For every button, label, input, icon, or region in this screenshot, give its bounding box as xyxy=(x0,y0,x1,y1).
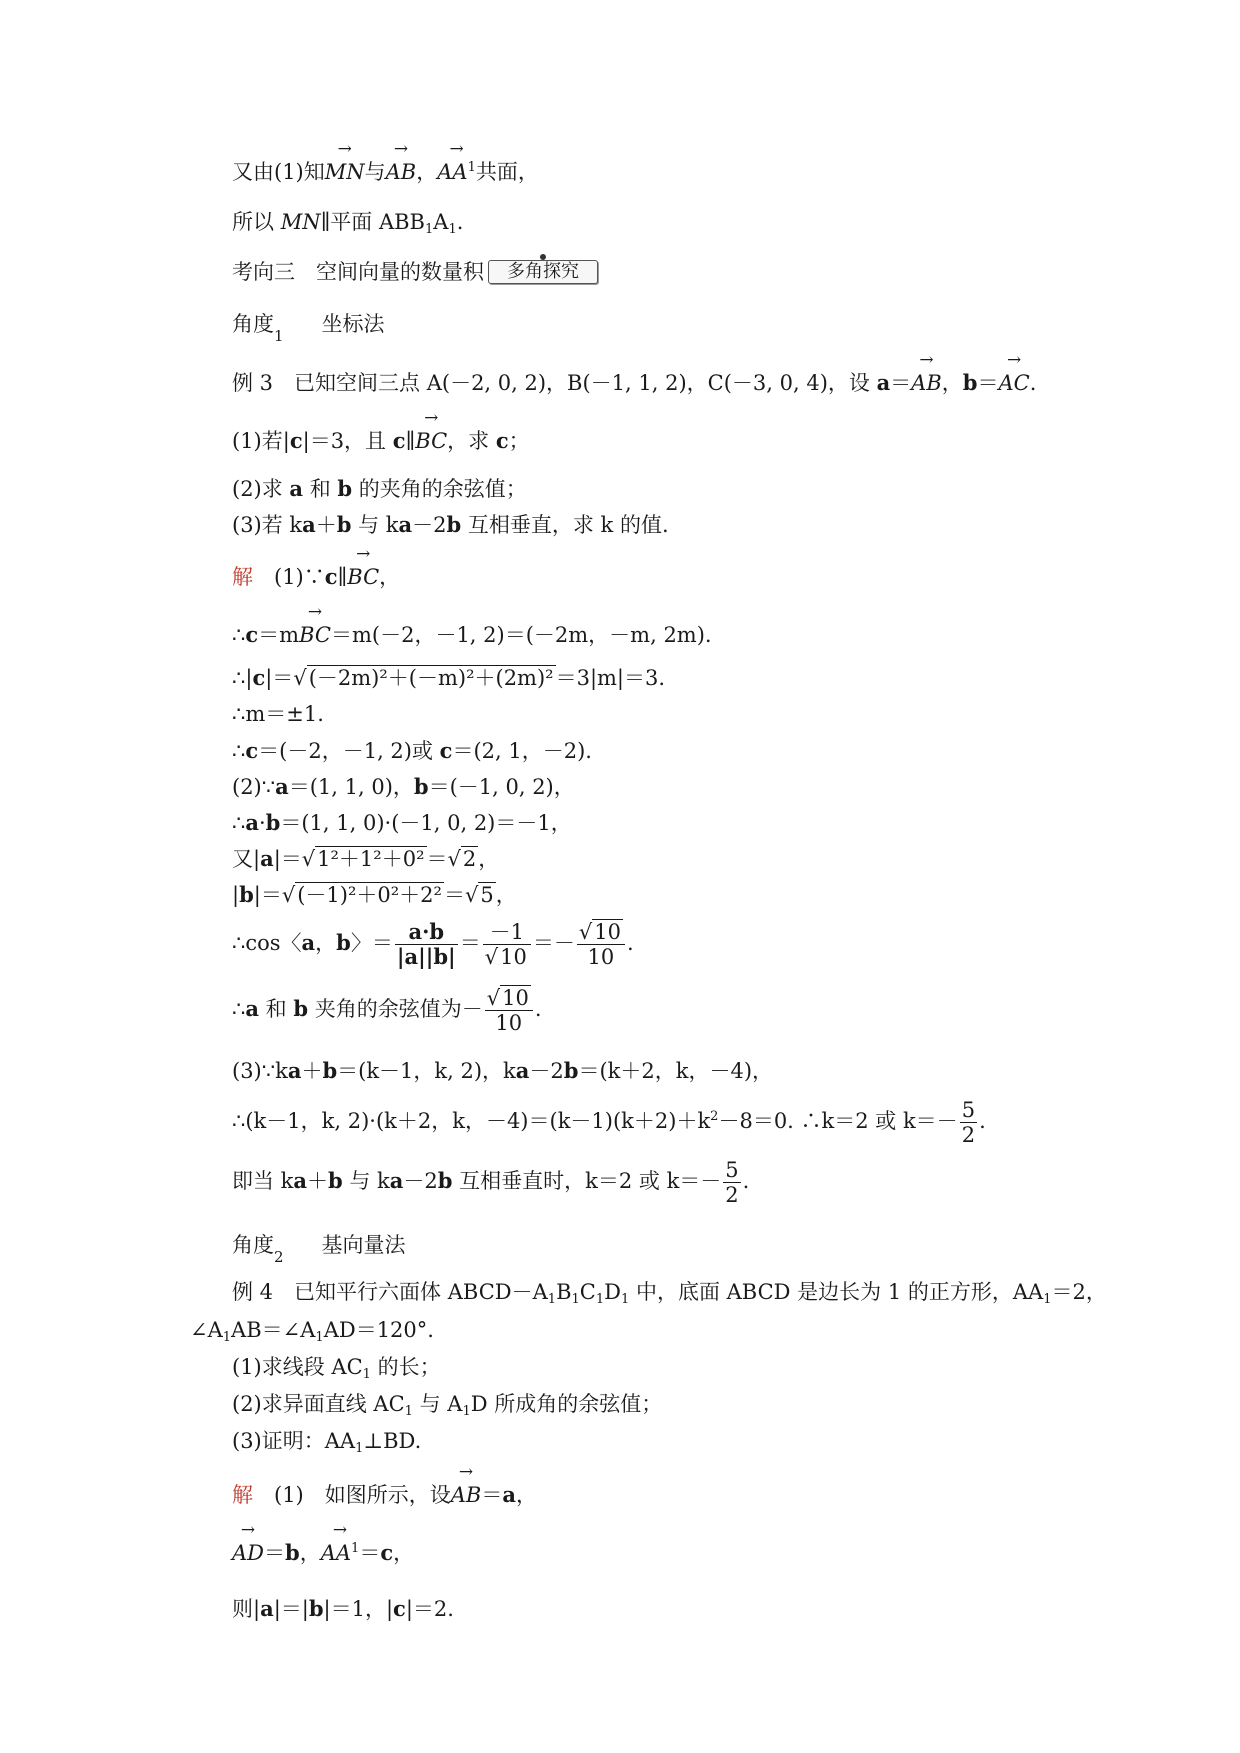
text: ∴cos〈 xyxy=(232,931,302,956)
text: 与 A xyxy=(412,1392,463,1416)
vector-c: c xyxy=(289,428,303,453)
vector-b: b xyxy=(437,1168,453,1194)
text: ＝ xyxy=(443,883,465,907)
question-1 xyxy=(232,428,530,454)
subscript: 1 xyxy=(620,1292,630,1307)
text: ， xyxy=(315,931,337,956)
fraction xyxy=(723,1158,740,1207)
text: ＝ xyxy=(481,1483,503,1507)
text: AA xyxy=(437,160,468,184)
numerator xyxy=(577,920,625,945)
solution-line xyxy=(232,665,665,691)
text: ＝2， xyxy=(1051,1280,1107,1304)
vector-b: b xyxy=(265,810,281,835)
question-1 xyxy=(232,1355,441,1383)
vector-c: c xyxy=(393,1596,406,1621)
vector-a: a xyxy=(260,1596,274,1621)
vector-b: b xyxy=(328,1168,343,1194)
text: ＝(2, 1，－2). xyxy=(452,739,592,763)
fraction xyxy=(577,920,625,969)
radicand: 10 xyxy=(500,945,527,970)
vector-bc: → BC xyxy=(415,429,447,454)
vector-b: b xyxy=(285,1540,300,1565)
solution-line xyxy=(232,882,517,908)
vector-a: a xyxy=(515,1058,530,1083)
vector-b: b xyxy=(336,930,351,956)
radicand: 1²＋1²＋0² xyxy=(317,847,425,871)
subscript: 1 xyxy=(547,1292,557,1307)
subscript: 2 xyxy=(274,1248,284,1266)
tag-badge: 多角探究 xyxy=(488,260,598,284)
text: ＝(1, 1, 0)·(－1, 0, 2)＝－1， xyxy=(280,811,572,835)
text: (1) 如图所示，设 xyxy=(253,1483,451,1507)
text: ∥ xyxy=(337,565,348,589)
text: . xyxy=(456,210,464,234)
denominator: 10 xyxy=(587,945,615,970)
text: |＝1，| xyxy=(323,1597,394,1621)
sqrt-sign-icon: √ xyxy=(281,883,296,907)
text: ＝ xyxy=(977,371,999,395)
text: ＋ xyxy=(301,1059,323,1083)
solution-3-start xyxy=(232,1058,773,1084)
example-4-statement xyxy=(232,1280,1107,1308)
subscript: 1 xyxy=(595,1292,605,1307)
solution-line xyxy=(232,810,572,836)
sqrt-sign-icon: √ xyxy=(301,847,316,871)
numerator: a·b xyxy=(395,920,458,945)
radicand: 10 xyxy=(594,920,621,944)
example-3-statement xyxy=(232,370,1036,396)
vector-c: c xyxy=(380,1540,394,1565)
vector-c: c xyxy=(252,665,266,690)
text: ， xyxy=(495,883,517,907)
vector-a: a xyxy=(245,810,259,835)
solution-line xyxy=(232,622,712,648)
text: (3)证明：AA xyxy=(232,1429,356,1453)
text: D 所成角的余弦值； xyxy=(470,1392,663,1416)
text: (3)∵k xyxy=(232,1059,288,1083)
subscript: 1 xyxy=(424,222,434,237)
vector-b: b xyxy=(962,370,978,395)
superscript: 1 xyxy=(467,160,476,175)
text: 例 4 已知平行六面体 ABCD－A xyxy=(232,1280,548,1304)
text: ＝m xyxy=(258,623,300,647)
text: AD＝120°. xyxy=(323,1318,434,1342)
vector-b: b xyxy=(336,512,352,537)
text: (1)∵ xyxy=(253,565,325,589)
solution-cosine-line xyxy=(232,920,634,969)
vector-b: b xyxy=(239,882,254,907)
denominator: |a||b| xyxy=(396,944,456,970)
text: AA xyxy=(320,1541,352,1565)
text: ∴m＝±1. xyxy=(232,702,324,726)
text: ， xyxy=(379,565,401,589)
subscript: 1 xyxy=(362,1367,371,1382)
solution-line xyxy=(232,1098,986,1147)
subscript: 1 xyxy=(274,327,284,345)
text: (3)若 k xyxy=(232,513,303,537)
text: ，求 xyxy=(447,429,496,453)
text: AB＝∠A xyxy=(231,1318,316,1342)
vector-b: b xyxy=(293,996,309,1022)
text: 的长； xyxy=(370,1355,441,1379)
text: . xyxy=(626,931,634,956)
text: |＝ xyxy=(273,847,302,871)
text: 与 k xyxy=(351,513,399,537)
solution-1-start xyxy=(232,564,400,590)
text: ∥平面 ABB xyxy=(320,210,425,234)
superscript: 1 xyxy=(351,1541,360,1556)
radicand: 10 xyxy=(502,986,529,1010)
fraction xyxy=(483,920,531,969)
angle-heading-2 xyxy=(232,1233,406,1266)
solution-line xyxy=(232,702,324,727)
superscript: 2 xyxy=(710,1109,719,1125)
denominator xyxy=(483,945,531,969)
example-4-statement-cont xyxy=(190,1318,434,1346)
numerator xyxy=(485,986,533,1011)
text: 〉＝ xyxy=(350,931,393,956)
vector-ad: → AD xyxy=(232,1541,264,1566)
text: 例 3 已知空间三点 A(－2, 0, 2)，B(－1, 1, 2)，C(－3, 0, 4)，设 xyxy=(232,371,877,395)
text: |＝3，且 xyxy=(302,429,393,453)
text: ＝3|m|＝3. xyxy=(555,666,666,690)
vector-c: c xyxy=(439,738,453,763)
radicand: 2 xyxy=(462,847,477,871)
subscript: 1 xyxy=(571,1292,580,1307)
text: ∴(k－1，k, 2)·(k＋2，k，－4)＝(k－1)(k＋2)＋k xyxy=(232,1109,711,1134)
text: (2)求异面直线 AC xyxy=(232,1392,405,1416)
text-line-2 xyxy=(232,210,463,238)
text: 中，底面 ABCD 是边长为 1 的正方形，AA xyxy=(629,1280,1044,1304)
vector-ab: → AB xyxy=(451,1483,482,1508)
question-3 xyxy=(232,512,669,538)
vector-bc: → BC xyxy=(347,565,379,590)
text: 夹角的余弦值为－ xyxy=(308,997,483,1022)
vector-ac: → AC xyxy=(998,371,1029,396)
vector-c: c xyxy=(495,428,509,453)
sqrt-sign-icon: √ xyxy=(486,986,501,1010)
text: · xyxy=(258,811,266,835)
text: 与 xyxy=(364,160,386,184)
text: －2 xyxy=(529,1059,564,1083)
vector-a: a xyxy=(398,512,413,537)
text: ∴ xyxy=(232,623,246,647)
text: |＝2. xyxy=(405,1597,454,1621)
text: 角度 xyxy=(232,312,274,336)
solution-line xyxy=(232,986,542,1035)
text: ， xyxy=(941,371,963,395)
text: ＝m(－2，－1, 2)＝(－2m，－m, 2m). xyxy=(330,623,712,647)
text: (1)若| xyxy=(232,429,290,453)
vector-b: b xyxy=(322,1058,338,1083)
text: ， xyxy=(416,160,438,184)
text: ＝(－1, 0, 2)， xyxy=(428,775,575,799)
text: ⊥BD. xyxy=(363,1429,422,1453)
sqrt-sign-icon: √ xyxy=(447,847,461,871)
text: 即当 k xyxy=(232,1169,294,1194)
subscript: 1 xyxy=(448,222,457,237)
text: A xyxy=(433,210,449,234)
text: . xyxy=(979,1109,986,1134)
vector-a: a xyxy=(287,1058,302,1083)
radicand: 5 xyxy=(480,883,494,907)
vector-a: a xyxy=(301,930,316,956)
sqrt-sign-icon: √ xyxy=(293,666,307,690)
numerator: －1 xyxy=(483,920,531,945)
text: . xyxy=(742,1169,750,1194)
vector-a: a xyxy=(876,370,891,395)
text: (2)求 xyxy=(232,477,290,501)
solution-2-start xyxy=(232,774,575,800)
text: －8＝0. ∴k＝2 或 k＝－ xyxy=(718,1109,958,1134)
text: ∴| xyxy=(232,666,253,690)
radicand: (－1)²＋0²＋2² xyxy=(297,883,442,907)
sqrt-sign-icon: √ xyxy=(464,883,479,907)
text: 所以 xyxy=(232,210,281,234)
text: －2 xyxy=(403,1169,438,1194)
solution-line xyxy=(232,846,499,872)
vector-c: c xyxy=(392,428,406,453)
text: 又由(1)知 xyxy=(232,160,325,184)
solution-line xyxy=(232,1596,454,1622)
text: 则| xyxy=(232,1597,261,1621)
vector-bc: → BC xyxy=(299,623,331,648)
text: ＝－ xyxy=(532,931,575,956)
denominator: 2 xyxy=(725,1183,739,1208)
text: ＝ xyxy=(459,931,481,956)
section-heading xyxy=(232,260,598,285)
text: MN xyxy=(280,210,321,234)
text-line-1 xyxy=(232,160,539,185)
subscript: 1 xyxy=(222,1330,232,1345)
vector-c: c xyxy=(245,622,259,647)
text: ∴ xyxy=(232,739,246,763)
vector-a: a xyxy=(260,846,274,871)
sqrt-sign-icon: √ xyxy=(578,920,593,944)
text: 角度 xyxy=(232,1233,274,1257)
vector-aa1 xyxy=(321,1541,360,1566)
vector-a: a xyxy=(245,996,259,1022)
subscript: 1 xyxy=(1043,1292,1052,1307)
vector-a: a xyxy=(389,1168,404,1194)
solution-conclusion xyxy=(232,1158,749,1207)
question-2 xyxy=(232,1392,662,1420)
text: ＋ xyxy=(307,1169,329,1194)
vector-b: b xyxy=(308,1596,324,1621)
text: ＝(－2，－1, 2)或 xyxy=(258,739,440,763)
text: 互相垂直时，k＝2 或 k＝－ xyxy=(452,1169,722,1194)
subscript: 1 xyxy=(315,1330,324,1345)
text: 又| xyxy=(232,847,261,871)
numerator: 5 xyxy=(725,1158,739,1182)
text: | xyxy=(232,883,240,907)
subscript: 1 xyxy=(404,1404,413,1419)
text: ∥ xyxy=(405,429,416,453)
text: ； xyxy=(508,429,530,453)
fraction xyxy=(395,920,458,969)
text: 的夹角的余弦值； xyxy=(352,477,527,501)
vector-a: a xyxy=(502,1482,516,1507)
text: 共面， xyxy=(475,160,539,184)
text: ∴ xyxy=(232,811,246,835)
text: ∠A xyxy=(190,1318,223,1342)
text: ， xyxy=(299,1541,321,1565)
text: 坐标法 xyxy=(321,312,385,336)
angle-heading-1 xyxy=(232,312,385,345)
text: C xyxy=(579,1280,596,1304)
subscript: 1 xyxy=(462,1404,471,1419)
text: B xyxy=(556,1280,572,1304)
vector-b: b xyxy=(446,512,462,537)
text: |＝ xyxy=(253,883,282,907)
numerator: 5 xyxy=(961,1098,976,1122)
section-title: 考向三 空间向量的数量积 xyxy=(232,260,484,284)
text: |＝ xyxy=(265,666,294,690)
vector-a: a xyxy=(293,1168,308,1194)
question-3 xyxy=(232,1429,421,1457)
text: ， xyxy=(515,1483,537,1507)
fraction xyxy=(960,1098,977,1147)
text: ＝ xyxy=(890,371,912,395)
solution-label: 解 xyxy=(232,1483,253,1507)
solution-line xyxy=(232,1540,414,1566)
solution-line xyxy=(232,738,592,764)
vector-a: a xyxy=(289,476,304,501)
vector-b: b xyxy=(337,476,353,501)
text: ＝ xyxy=(426,847,448,871)
text: 基向量法 xyxy=(321,1233,406,1257)
vector-a: a xyxy=(302,512,316,537)
text: |＝| xyxy=(273,1597,309,1621)
text: －2 xyxy=(412,513,447,537)
fraction xyxy=(485,986,533,1035)
text: 互相垂直，求 k 的值. xyxy=(461,513,669,537)
solution-label: 解 xyxy=(232,565,253,589)
text: (2)∵ xyxy=(232,775,276,799)
vector-aa1 xyxy=(437,160,476,185)
text: 和 xyxy=(258,997,294,1022)
text: 与 k xyxy=(342,1169,390,1194)
vector-c: c xyxy=(245,738,259,763)
vector-b: b xyxy=(413,774,429,799)
text: ＝(1, 1, 0)， xyxy=(288,775,414,799)
text: . xyxy=(1029,371,1037,395)
text: ＝ xyxy=(359,1541,381,1565)
text: ， xyxy=(393,1541,415,1565)
text: (1)求线段 AC xyxy=(232,1355,363,1379)
text: ＝(k－1，k, 2)，k xyxy=(337,1059,516,1083)
denominator: 2 xyxy=(961,1123,976,1148)
vector-ab: → AB xyxy=(911,371,942,396)
question-2 xyxy=(232,476,527,502)
solution-1-start xyxy=(232,1482,537,1508)
sqrt-sign-icon: √ xyxy=(484,945,499,970)
text: . xyxy=(534,997,542,1022)
text: ， xyxy=(478,847,500,871)
text: ＝(k＋2，k，－4)， xyxy=(578,1059,774,1083)
vector-b: b xyxy=(563,1058,579,1083)
text: 和 xyxy=(303,477,338,501)
radicand: (－2m)²＋(－m)²＋(2m)² xyxy=(308,666,554,690)
text: ＋ xyxy=(315,513,337,537)
vector-c: c xyxy=(324,564,338,589)
text: ＝ xyxy=(264,1541,286,1565)
subscript: 1 xyxy=(355,1441,364,1456)
text: ∴ xyxy=(232,997,246,1022)
vector-ab: → AB xyxy=(386,160,417,185)
vector-mn: → MN xyxy=(325,160,365,185)
denominator: 10 xyxy=(495,1011,523,1036)
vector-a: a xyxy=(275,774,289,799)
text: D xyxy=(604,1280,621,1304)
